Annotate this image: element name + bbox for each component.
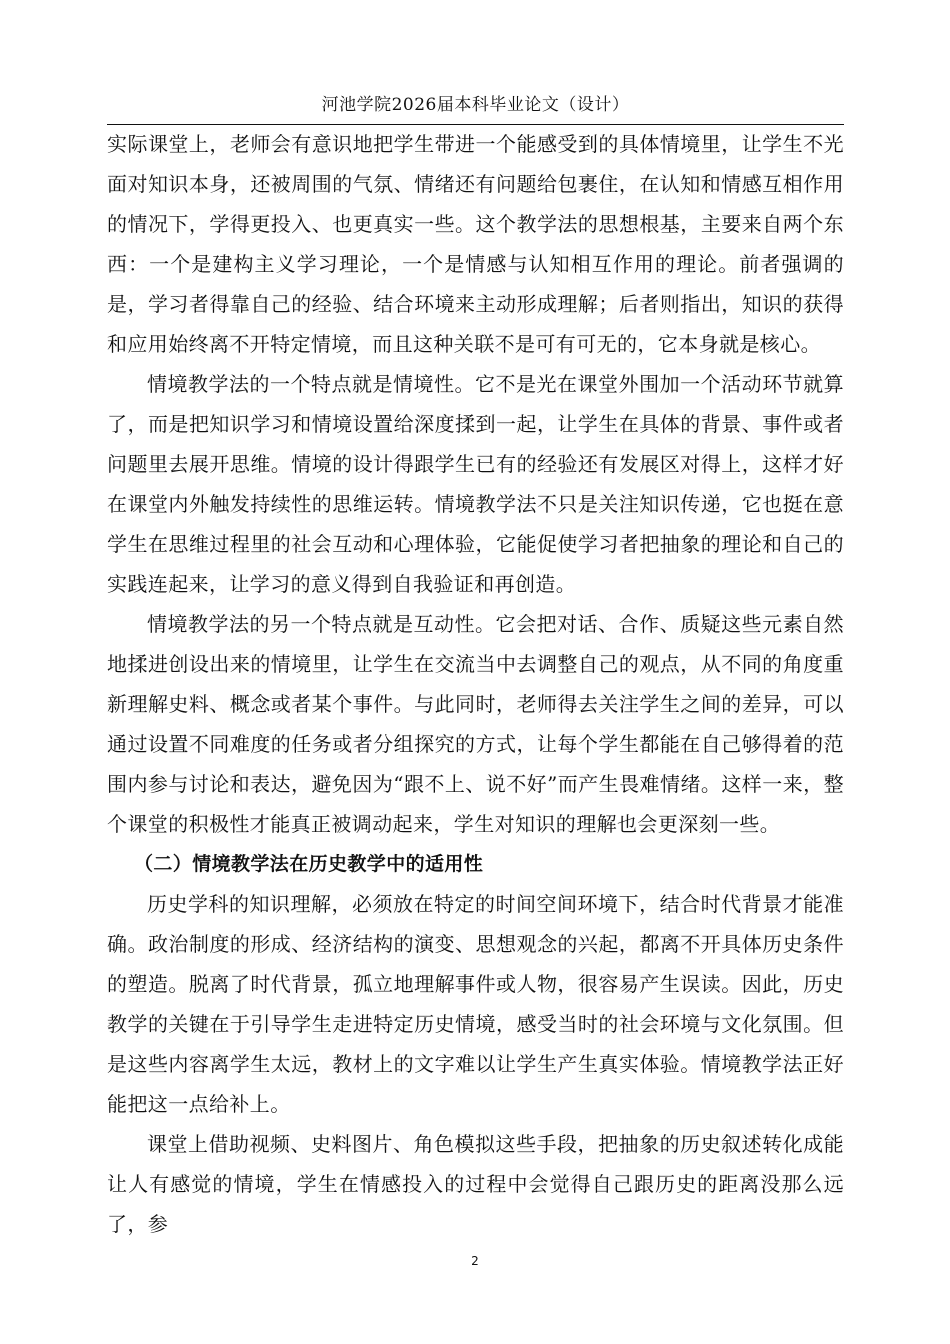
paragraph-3: 情境教学法的另一个特点就是互动性。它会把对话、合作、质疑这些元素自然地揉进创设出来的情境里，让学生在交流当中去调整自己的观点，从不同的角度重新理解史料、概念或者某个事件。与此同时，老师得去关注学生之间的差异，可以通过设置不同难度的任务或者分组探究的方式，让每个学生都能在自己够得着的范围内参与讨论和表达，避免因为“跟不上、说不好”而产生畏难情绪。这样一来，整个课堂的积极性才能真正被调动起来，学生对知识的理解也会更深刻一些。	[107, 612, 844, 836]
paragraph-5: 课堂上借助视频、史料图片、角色模拟这些手段，把抽象的历史叙述转化成能让人有感觉的情境，学生在情感投入的过程中会觉得自己跟历史的距离没那么远了，参	[107, 1132, 844, 1236]
paragraph-4: 历史学科的知识理解，必须放在特定的时间空间环境下，结合时代背景才能准确。政治制度的形成、经济结构的演变、思想观念的兴起，都离不开具体历史条件的塑造。脱离了时代背景，孤立地理解事件或人物，很容易产生误读。因此，历史教学的关键在于引导学生走进特定历史情境，感受当时的社会环境与文化氛围。但是这些内容离学生太远，教材上的文字难以让学生产生真实体验。情境教学法正好能把这一点给补上。	[107, 892, 844, 1116]
section-heading: （二）情境教学法在历史教学中的适用性	[134, 853, 484, 875]
body-text	[107, 124, 844, 1244]
page-number: 2	[471, 1254, 479, 1268]
running-header: 河池学院2026届本科毕业论文（设计）	[321, 95, 630, 115]
paragraph-1: 实际课堂上，老师会有意识地把学生带进一个能感受到的具体情境里，让学生不光面对知识本身，还被周围的气氛、情绪还有问题给包裹住，在认知和情感互相作用的情况下，学得更投入、也更真实一些。这个教学法的思想根基，主要来自两个东西：一个是建构主义学习理论，一个是情感与认知相互作用的理论。前者强调的是，学习者得靠自己的经验、结合环境来主动形成理解；后者则指出，知识的获得和应用始终离不开特定情境，而且这种关联不是可有可无的，它本身就是核心。	[107, 132, 844, 356]
paragraph-2: 情境教学法的一个特点就是情境性。它不是光在课堂外围加一个活动环节就算了，而是把知识学习和情境设置给深度揉到一起，让学生在具体的背景、事件或者问题里去展开思维。情境的设计得跟学生已有的经验还有发展区对得上，这样才好在课堂内外触发持续性的思维运转。情境教学法不只是关注知识传递，它也挺在意学生在思维过程里的社会互动和心理体验，它能促使学习者把抽象的理论和自己的实践连起来，让学习的意义得到自我验证和再创造。	[107, 372, 844, 596]
